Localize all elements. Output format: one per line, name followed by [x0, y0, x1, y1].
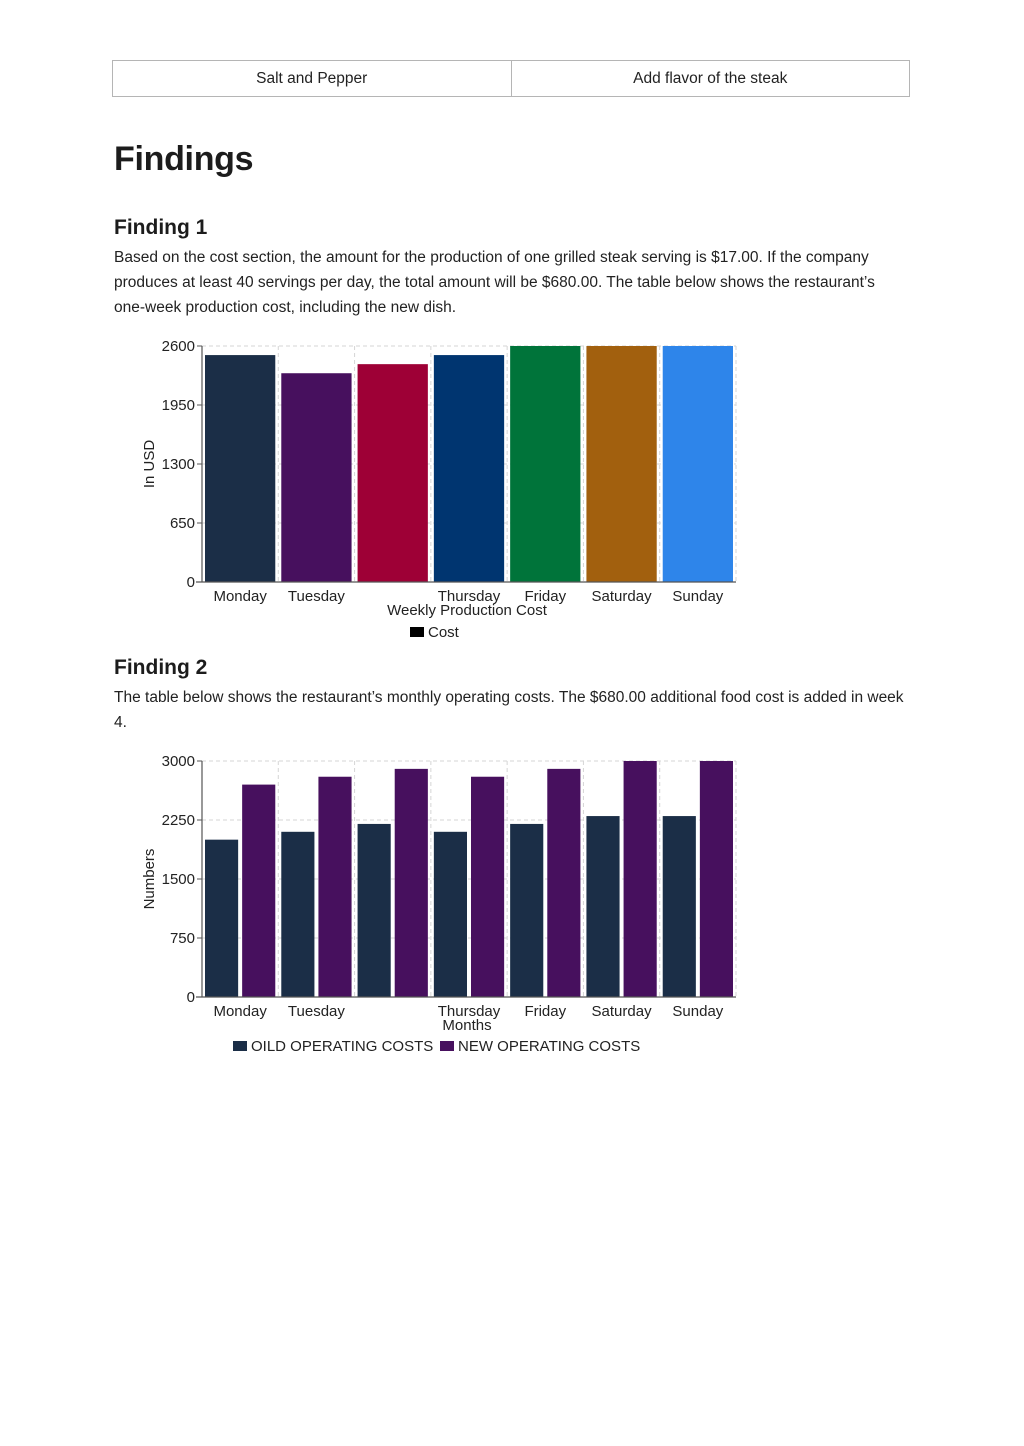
ingredient-cell: Salt and Pepper — [113, 61, 512, 97]
x-tick-label: Tuesday — [287, 1003, 345, 1020]
weekly-production-cost-chart — [130, 336, 750, 641]
bar-old-friday — [510, 824, 543, 997]
legend-swatch — [410, 627, 424, 637]
y-tick-label: 1300 — [161, 456, 195, 473]
y-tick-label: 0 — [186, 989, 195, 1006]
bar-new-friday — [547, 769, 580, 997]
bar-sunday — [663, 346, 733, 582]
x-tick-label: Monday — [213, 588, 267, 605]
bar-old-monday — [205, 840, 238, 997]
x-tick-label: Sunday — [672, 1003, 724, 1020]
bar-saturday — [586, 346, 656, 582]
y-tick-label: 750 — [169, 930, 195, 947]
bar-tuesday — [281, 373, 351, 582]
bar-wednesday — [358, 364, 428, 582]
bar-friday — [510, 346, 580, 582]
x-tick-label: Sunday — [672, 588, 724, 605]
bar-new-tuesday — [318, 777, 351, 997]
x-tick-label: Saturday — [591, 1003, 652, 1020]
finding2-text: The table below shows the restaurant’s monthly operating costs. The $680.00 additional food cost is added in week 4. — [114, 689, 904, 731]
x-tick-label: Thursday — [437, 1003, 501, 1020]
legend-label: Cost — [428, 624, 459, 641]
x-axis-label: Weekly Production Cost — [387, 602, 547, 619]
x-tick-label: Tuesday — [287, 588, 345, 605]
x-axis-label: Months — [442, 1017, 492, 1034]
x-tick-label: Friday — [524, 1003, 567, 1020]
y-tick-label: 0 — [186, 574, 195, 591]
legend-label: NEW OPERATING COSTS — [458, 1038, 641, 1055]
operating-costs-chart — [130, 751, 750, 1056]
legend-label: OILD OPERATING COSTS — [251, 1038, 434, 1055]
legend-swatch — [440, 1041, 454, 1051]
bar-new-saturday — [624, 761, 657, 997]
bar-old-wednesday — [358, 824, 391, 997]
bar-old-saturday — [586, 816, 619, 997]
x-tick-label: Monday — [213, 1003, 267, 1020]
y-axis-label: In USD — [141, 439, 158, 489]
x-tick-label: Saturday — [591, 588, 652, 605]
bar-new-monday — [242, 785, 275, 997]
y-tick-label: 2600 — [161, 338, 195, 355]
table-row — [113, 61, 910, 97]
x-tick-label: Thursday — [437, 588, 501, 605]
finding2-heading: Finding 2 — [114, 656, 208, 679]
bar-thursday — [434, 355, 504, 582]
bar-new-thursday — [471, 777, 504, 997]
bar-new-sunday — [700, 761, 733, 997]
purpose-cell: Add flavor of the steak — [511, 61, 910, 97]
legend-swatch — [233, 1041, 247, 1051]
y-tick-label: 1500 — [161, 871, 195, 888]
x-tick-label: Friday — [524, 588, 567, 605]
section-title: Findings — [114, 140, 254, 178]
bar-old-tuesday — [281, 832, 314, 997]
bar-new-wednesday — [395, 769, 428, 997]
finding1-heading: Finding 1 — [114, 216, 208, 239]
y-axis-label: Numbers — [141, 848, 158, 910]
ingredient-table — [112, 60, 910, 97]
finding1-text: Based on the cost section, the amount for the production of one grilled steak serving is $17.00. If the company produces at least 40 servings per day, the total amount will be $680.00. The table below shows the restaurant’s one-week production cost, including the new dish. — [114, 249, 875, 316]
bar-old-thursday — [434, 832, 467, 997]
y-tick-label: 2250 — [161, 812, 195, 829]
y-tick-label: 1950 — [161, 397, 195, 414]
bar-old-sunday — [663, 816, 696, 997]
y-tick-label: 3000 — [161, 753, 195, 770]
y-tick-label: 650 — [169, 515, 195, 532]
bar-monday — [205, 355, 275, 582]
